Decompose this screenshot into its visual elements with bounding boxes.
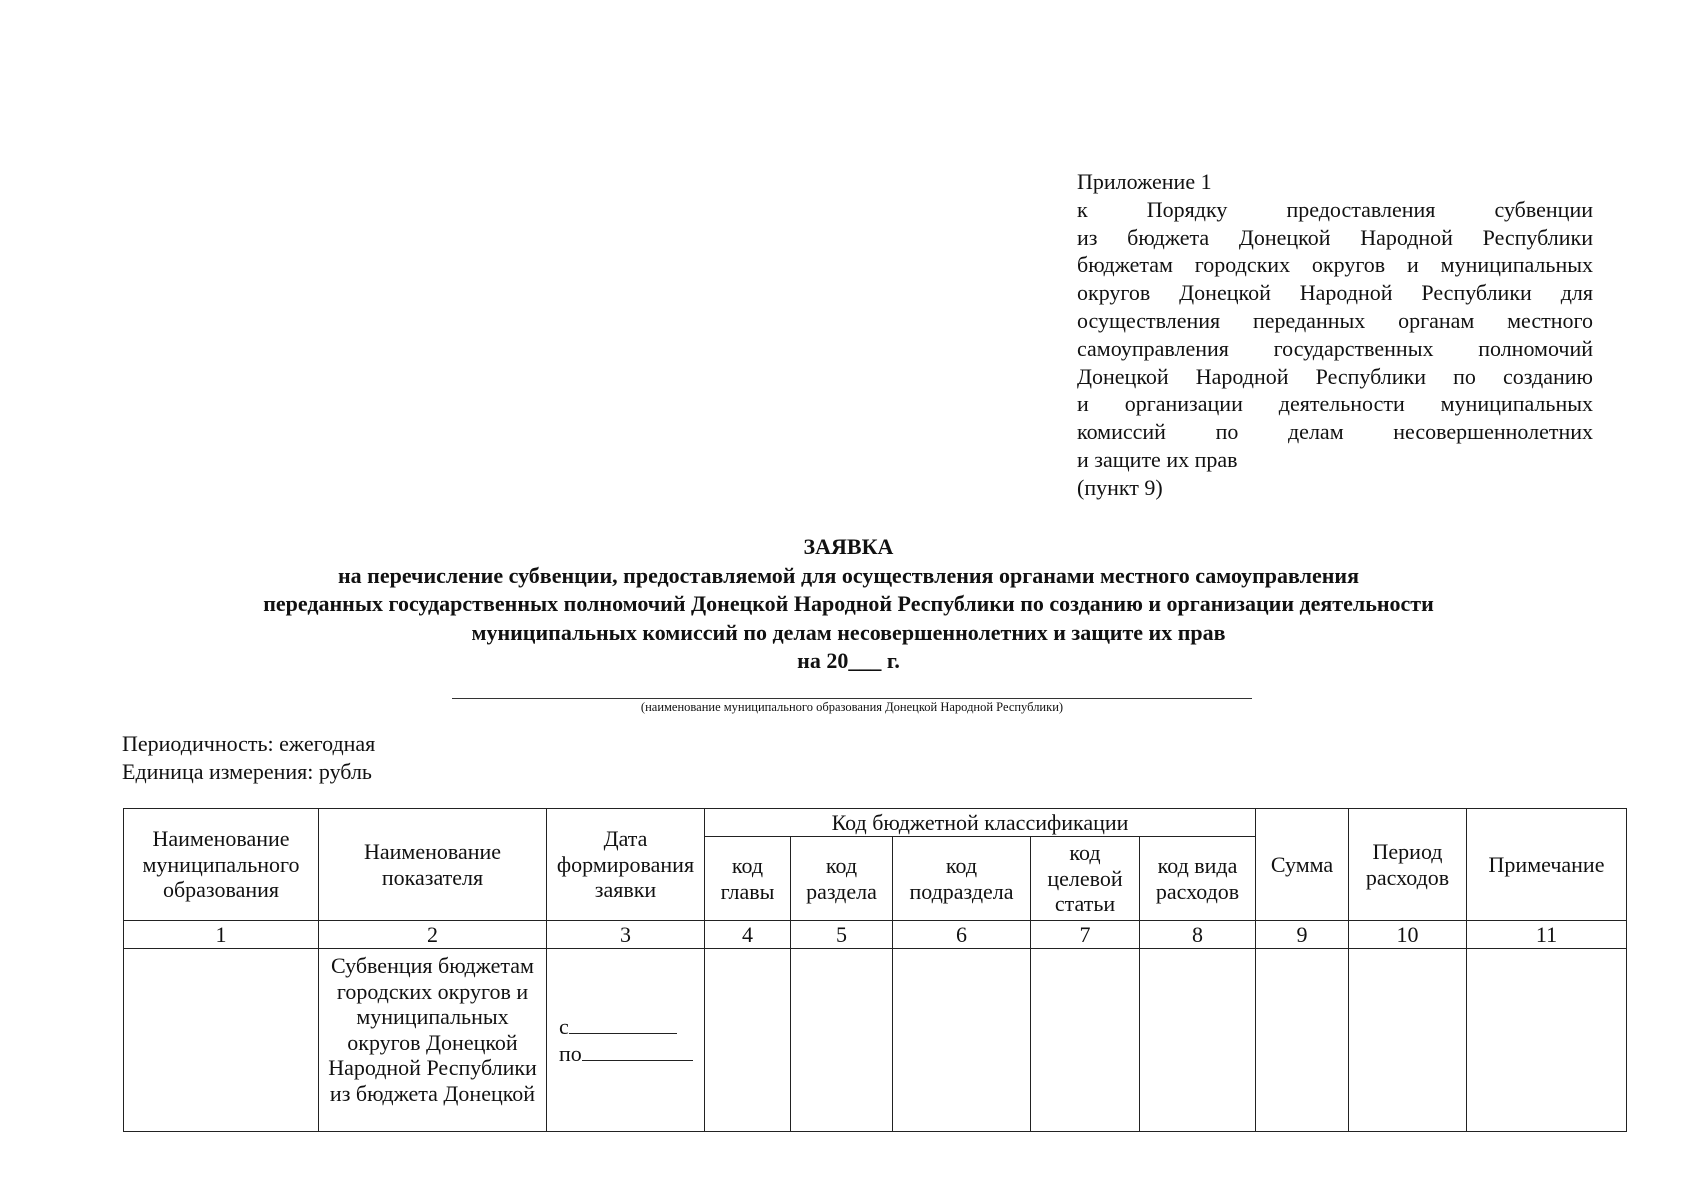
appendix-line: и организации деятельности муниципальных bbox=[1077, 391, 1593, 417]
column-number: 7 bbox=[1031, 921, 1140, 949]
date-from-blank[interactable] bbox=[569, 1015, 677, 1034]
periodicity-label: Периодичность: ежегодная bbox=[122, 731, 376, 756]
title-line: переданных государственных полномочий Донецкой Народной Республики по созданию и организации деятельности bbox=[263, 591, 1434, 616]
column-number: 10 bbox=[1349, 921, 1467, 949]
header-municipality: Наименование муниципального образования bbox=[124, 809, 319, 921]
cell-date[interactable] bbox=[547, 949, 705, 1132]
header-sum: Сумма bbox=[1256, 809, 1349, 921]
column-number: 2 bbox=[319, 921, 547, 949]
cell-note[interactable] bbox=[1467, 949, 1627, 1132]
header-indicator: Наименование показателя bbox=[319, 809, 547, 921]
appendix-line: самоуправления государственных полномочий bbox=[1077, 335, 1593, 361]
title-line: на перечисление субвенции, предоставляемой для осуществления органами местного самоуправления bbox=[337, 562, 1359, 588]
table-row bbox=[124, 949, 1627, 1132]
cell-section-code[interactable] bbox=[791, 949, 893, 1132]
appendix-line: округов Донецкой Народной Республики для bbox=[1077, 280, 1593, 306]
cell-chapter-code[interactable] bbox=[705, 949, 791, 1132]
date-from-row bbox=[549, 1013, 702, 1040]
date-to-blank[interactable] bbox=[582, 1042, 693, 1061]
table-number-row bbox=[124, 921, 1627, 949]
appendix-line: Донецкой Народной Республики по созданию bbox=[1077, 363, 1593, 389]
header-section-code: код раздела bbox=[791, 837, 893, 921]
column-number: 5 bbox=[791, 921, 893, 949]
header-date: Дата формирования заявки bbox=[547, 809, 705, 921]
cell-subsection-code[interactable] bbox=[893, 949, 1031, 1132]
header-kbk-group: Код бюджетной классификации bbox=[705, 809, 1256, 837]
appendix-line: к Порядку предоставления субвенции bbox=[1077, 196, 1593, 222]
column-number: 8 bbox=[1140, 921, 1256, 949]
cell-sum[interactable] bbox=[1256, 949, 1349, 1132]
appendix-last-line: и защите их прав bbox=[1077, 446, 1238, 472]
header-subsection-code: код подраздела bbox=[893, 837, 1031, 921]
header-period: Период расходов bbox=[1349, 809, 1467, 921]
date-to-label: по bbox=[559, 1041, 582, 1066]
document-title bbox=[0, 533, 1697, 676]
appendix-line: осуществления переданных органам местного bbox=[1077, 307, 1593, 333]
date-from-label: с bbox=[559, 1014, 569, 1039]
appendix-point: (пункт 9) bbox=[1077, 474, 1163, 500]
title-line: муниципальных комиссий по делам несовершеннолетних и защите их прав bbox=[471, 619, 1226, 645]
column-number: 6 bbox=[893, 921, 1031, 949]
appendix-title: Приложение 1 bbox=[1077, 169, 1212, 194]
cell-municipality[interactable] bbox=[124, 949, 319, 1132]
column-number: 9 bbox=[1256, 921, 1349, 949]
request-table bbox=[123, 808, 1627, 1132]
cell-indicator bbox=[319, 949, 547, 1132]
appendix-line: из бюджета Донецкой Народной Республики bbox=[1077, 224, 1593, 250]
cell-expense-type-code[interactable] bbox=[1140, 949, 1256, 1132]
request-meta bbox=[122, 730, 375, 786]
header-expense-type-code: код вида расходов bbox=[1140, 837, 1256, 921]
date-to-row bbox=[549, 1040, 702, 1067]
table-header-row bbox=[124, 809, 1627, 837]
column-number: 1 bbox=[124, 921, 319, 949]
header-chapter-code: код главы bbox=[705, 837, 791, 921]
appendix-line: комиссий по делам несовершеннолетних bbox=[1077, 419, 1593, 445]
column-number: 11 bbox=[1467, 921, 1627, 949]
header-note: Примечание bbox=[1467, 809, 1627, 921]
cell-target-code[interactable] bbox=[1031, 949, 1140, 1132]
cell-period[interactable] bbox=[1349, 949, 1467, 1132]
indicator-text: Субвенция бюджетам городских округов и муниципальных округов Донецкой Народной Республики из бюджета Донецкой bbox=[328, 953, 537, 1106]
title-year-line: на 20___ г. bbox=[797, 648, 900, 673]
header-target-code: код целевой статьи bbox=[1031, 837, 1140, 921]
appendix-block bbox=[1077, 168, 1593, 502]
column-number: 4 bbox=[705, 921, 791, 949]
municipality-name-caption: (наименование муниципального образования Донецкой Народной Республики) bbox=[640, 700, 1064, 714]
column-number: 3 bbox=[547, 921, 705, 949]
title-heading: ЗАЯВКА bbox=[803, 534, 894, 559]
appendix-line: бюджетам городских округов и муниципальных bbox=[1077, 252, 1593, 278]
unit-label: Единица измерения: рубль bbox=[122, 759, 372, 784]
